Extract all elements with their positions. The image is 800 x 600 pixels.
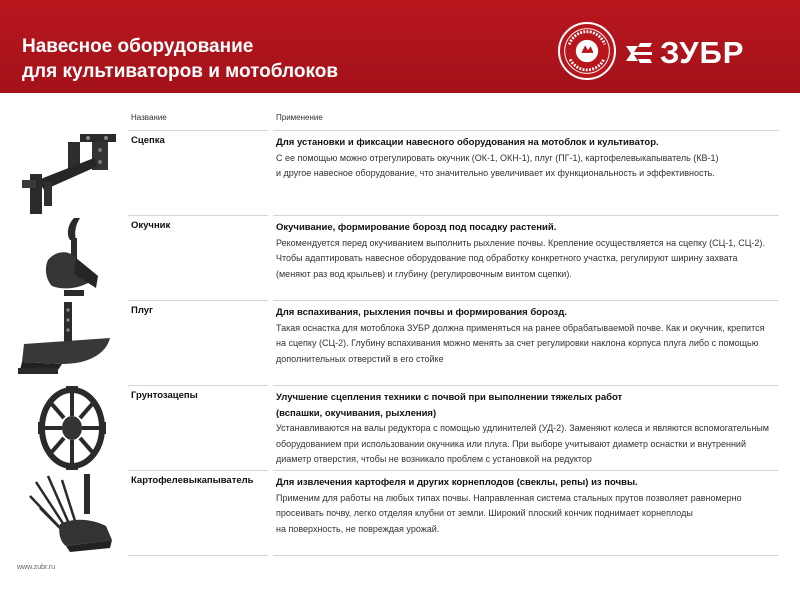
brand-name: ЗУБР [660, 35, 745, 70]
row-text-line: Чтобы адаптировать навесное оборудование под обработку конкретного участка, регулируют ширину захвата [276, 253, 738, 263]
row-text-line: Такая оснастка для мотоблока ЗУБР должна применяться на ранее обрабатываемой почве. Как и окучник, крепится [276, 322, 765, 333]
row-text-line: диаметр отверстия, чтобы не возникало проблем с установкой на редуктор [276, 454, 592, 464]
row-text-line: на поверхность, не повреждая урожай. [276, 523, 440, 534]
column-header-application: Применение [276, 113, 323, 122]
page-title [22, 34, 338, 84]
row-application [276, 475, 776, 537]
row-text-line: дополнительных отверстий в его стойке [276, 353, 444, 364]
row-name: Сцепка [131, 135, 165, 146]
row-text-line: просеивать почву, легко отделяя клубни от земли. Широкий плоский кончик поднимает корнеплоды [276, 508, 693, 518]
brand-mark-icon [624, 38, 654, 68]
hitch-image [18, 128, 123, 218]
row-lead: Окучивание, формирование борозд под посадку растений. [276, 222, 557, 233]
row-application [276, 305, 776, 367]
hiller-image [40, 214, 110, 304]
row-text-line: на сцепку (СЦ-2). Глубину вспахивания можно менять за счет регулировки наклона корпуса плуга либо с помощью [276, 338, 759, 348]
row-divider [273, 130, 779, 131]
row-text-line: Рекомендуется перед окучиванием выполнить рыхление почвы. Крепление осуществляется на сцепку (СЦ-1, СЦ-2). [276, 237, 765, 248]
row-application [276, 390, 776, 468]
lug-wheels-image [32, 384, 112, 472]
title-line-2: для культиваторов и мотоблоков [22, 61, 339, 82]
row-lead: Улучшение сцепления техники с почвой при выполнении тяжелых работ [276, 392, 623, 403]
footer-website-link[interactable]: www.zubr.ru [17, 564, 56, 571]
row-divider [128, 215, 268, 216]
row-application [276, 135, 776, 182]
row-text-line: Применим для работы на любых типах почвы. Направленная система стальных прутов позволяет равномерно [276, 492, 742, 503]
table-bottom-divider [128, 555, 268, 556]
row-lead: Для установки и фиксации навесного оборудования на мотоблок и культиватор. [276, 137, 659, 148]
row-text-line: (меняют раз вод крыльев) и глубину (регулировочным винтом сцепки). [276, 268, 572, 279]
row-name: Грунтозацепы [131, 390, 198, 401]
title-line-1: Навесное оборудование [22, 36, 254, 57]
row-text-line: С ее помощью можно отрегулировать окучник (ОК-1, ОКН-1), плуг (ПГ-1), картофелевыкапыватель (КВ-1) [276, 152, 719, 163]
row-lead: Для извлечения картофеля и других корнеплодов (свеклы, репы) из почвы. [276, 477, 638, 488]
row-divider [273, 300, 779, 301]
row-divider [128, 130, 268, 131]
row-text-line: оборудованием при использовании окучника или плуга. При выборе учитывают диаметр оснастки и внутренний [276, 438, 746, 449]
row-name: Картофелевыкапыватель [131, 475, 254, 486]
row-divider [273, 470, 779, 471]
row-name: Плуг [131, 305, 153, 316]
quality-seal-logo [558, 22, 616, 80]
row-text-line: и другое навесное оборудование, что значительно увеличивает их функциональность и эффективность. [276, 168, 715, 178]
column-header-name: Название [131, 113, 167, 122]
row-divider [273, 385, 779, 386]
row-divider [128, 300, 268, 301]
table-bottom-divider [273, 555, 779, 556]
row-divider [128, 385, 268, 386]
row-text-line: Устанавливаются на валы редуктора с помощью удлинителей (УД-2). Заменяют колеса и являются вспомогательным [276, 423, 769, 433]
row-name: Окучник [131, 220, 171, 231]
row-application [276, 220, 776, 282]
row-lead: (вспашки, окучивания, рыхления) [276, 407, 437, 419]
header-banner [0, 0, 800, 93]
row-divider [128, 470, 268, 471]
brand-logo [624, 36, 744, 70]
potato-digger-image [26, 470, 126, 555]
plow-image [18, 298, 123, 383]
row-lead: Для вспахивания, рыхления почвы и формирования борозд. [276, 307, 567, 318]
row-divider [273, 215, 779, 216]
